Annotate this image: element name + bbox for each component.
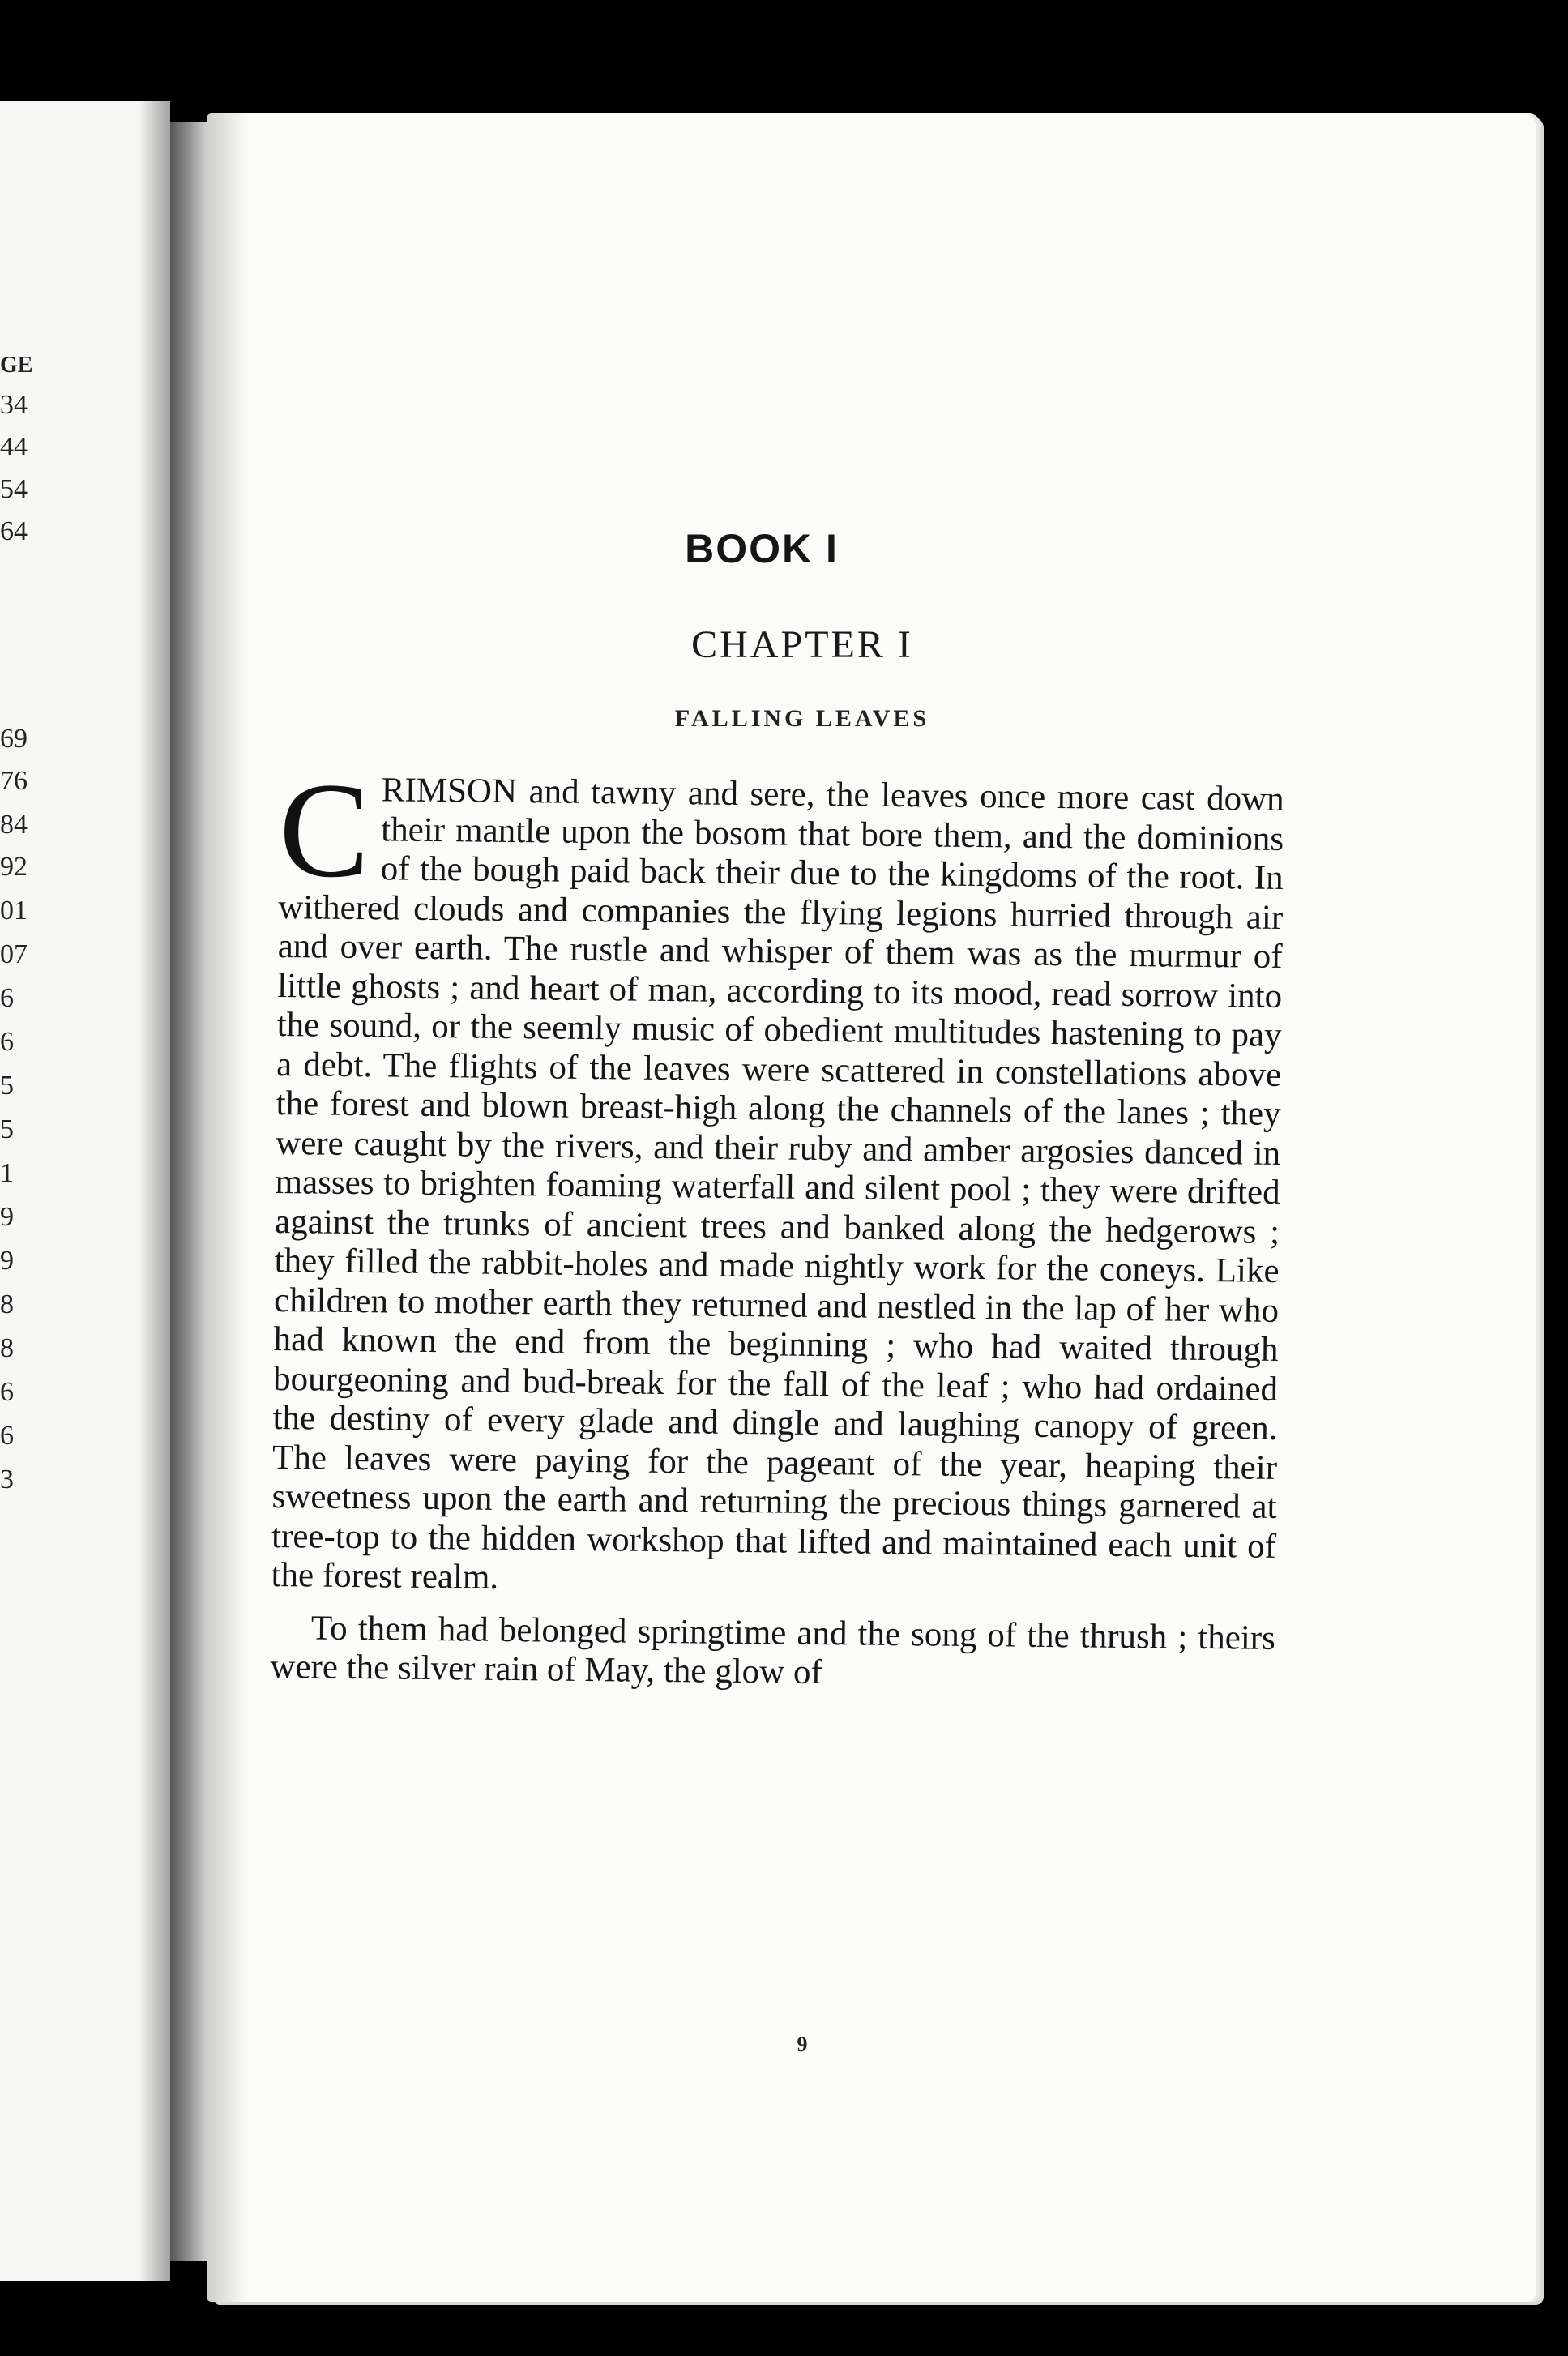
margin-number: 3 — [0, 1464, 14, 1494]
chapter-title: CHAPTER I — [691, 623, 913, 666]
margin-number: 5 — [0, 1114, 14, 1144]
drop-cap: C — [278, 755, 371, 907]
paragraph-text: RIMSON and tawny and sere, the leaves once more cast down their mantle upon the bosom that bore them, and the dominions of the bough paid back their due to the kingdoms of the root. In withered clouds and companies the flying legions hurried through air and over earth. The rustle and whisper of them was as the murmur of little ghosts ; and heart of man, according to its mood, read sorrow into the sound, or the seemly music of obedient multitudes hastening to pay a debt. The flights of the leaves were scattered in constellations above the forest and blown breast-high along the channels of the lanes ; they were caught by the rivers, and their ruby and amber argosies danced in masses to brighten foaming waterfall and silent pool ; they were drifted against the trunks of ancient trees and banked along the hedgerows ; they filled the rabbit-holes and made nightly work for the coneys. Like children to mother earth they returned and nestled in the lap of her who had known the end from the beginning ; who had waited through bourgeoning and bud-break for the fall of the leaf ; who had ordained the destiny of every glade and dingle and laughing canopy of green. The leaves were paying for the pageant of the year, heaping their sweetness upon the earth and returning the precious things garnered at tree-top to the hidden workshop that lifted and maintained each unit of the forest realm. — [271, 771, 1284, 1597]
margin-number: 5 — [0, 1071, 14, 1101]
margin-number: 1 — [0, 1158, 14, 1188]
page-number: 9 — [797, 2033, 808, 2056]
book-title: BOOK I — [685, 526, 839, 571]
page-fold-shadow — [138, 101, 170, 2281]
margin-number: 01 — [0, 896, 28, 926]
margin-number: 69 — [0, 724, 28, 754]
margin-number: 92 — [0, 852, 28, 882]
margin-number: 6 — [0, 1377, 14, 1407]
section-title: FALLING LEAVES — [674, 705, 930, 732]
margin-number: 07 — [0, 939, 28, 969]
margin-number: 6 — [0, 1027, 14, 1057]
margin-header: GE — [0, 353, 33, 378]
margin-number: 76 — [0, 766, 28, 796]
paragraph: To them had belonged springtime and the song of the thrush ; theirs were the silver rain of May, the glow of — [270, 1608, 1276, 1692]
margin-number: 54 — [0, 474, 28, 504]
margin-number: 8 — [0, 1289, 14, 1319]
margin-number: 84 — [0, 810, 28, 840]
margin-number: 9 — [0, 1202, 14, 1232]
margin-number: 64 — [0, 516, 28, 546]
margin-number: 6 — [0, 1421, 14, 1451]
margin-number: 8 — [0, 1333, 14, 1363]
margin-number: 44 — [0, 432, 28, 462]
margin-number: 9 — [0, 1246, 14, 1276]
paragraph — [271, 755, 1284, 1606]
margin-number: 34 — [0, 390, 28, 420]
left-facing-page — [0, 101, 170, 2281]
body-text — [270, 755, 1284, 1697]
margin-number: 6 — [0, 983, 14, 1013]
